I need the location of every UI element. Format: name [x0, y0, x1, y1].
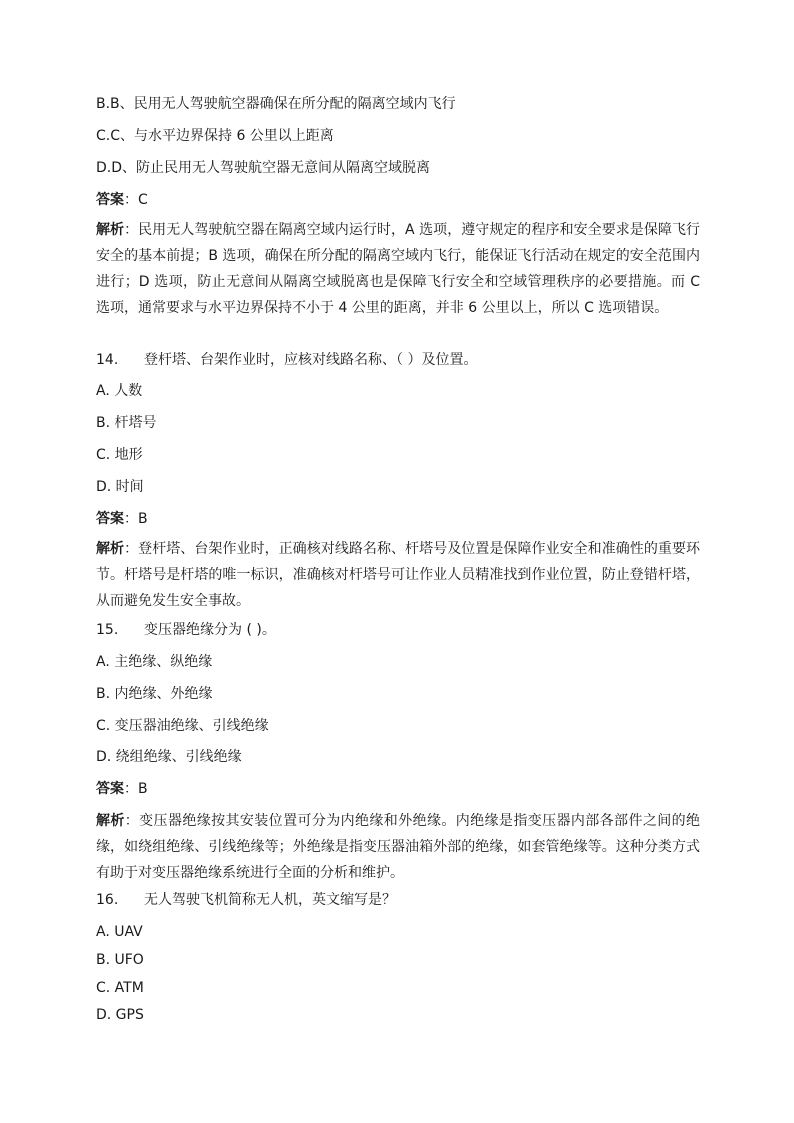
q14-option-b: B. 杆塔号: [96, 415, 157, 431]
answer-value: ：B: [124, 781, 148, 797]
q15-option-a: A. 主绝缘、纵绝缘: [96, 654, 213, 670]
analysis-text: ：民用无人驾驶航空器在隔离空域内运行时，A 选项，遵守规定的程序和安全要求是保障飞行安全的基本前提；B 选项，确保在所分配的隔离空域内飞行，能保证飞行活动在规定的安全范围内进行；D 选项，防止无意间从隔离空域脱离也是保障飞行安全和空域管理秩序的必要措施。而 C 选项，通常要求与水平边界保持不小于 4 公里的距离，并非 6 公里以上，所以 C 选项错误。: [96, 222, 700, 316]
question-text: 变压器绝缘分为 ( )。: [144, 622, 276, 638]
q14-analysis: [96, 536, 700, 614]
analysis-label: 解析: [96, 222, 125, 238]
analysis-prev: [96, 217, 700, 321]
answer-value: ：B: [124, 511, 148, 527]
q14-option-a: A. 人数: [96, 383, 143, 399]
question-number: 15.: [96, 622, 119, 638]
question-text: 登杆塔、台架作业时，应核对线路名称、（ ）及位置。: [144, 352, 478, 368]
q15-option-b: B. 内绝缘、外绝缘: [96, 686, 213, 702]
answer-label: 答案: [96, 192, 124, 208]
answer-label: 答案: [96, 511, 124, 527]
analysis-text: ：变压器绝缘按其安装位置可分为内绝缘和外绝缘。内绝缘是指变压器内部各部件之间的绝缘，如绕组绝缘、引线绝缘等；外绝缘是指变压器油箱外部的绝缘，如套管绝缘等。这种分类方式有助于对变压器绝缘系统进行全面的分析和维护。: [96, 813, 700, 881]
answer-value: ：C: [124, 192, 148, 208]
analysis-label: 解析: [96, 541, 125, 557]
q16-option-c: C. ATM: [96, 980, 144, 996]
q16-option-a: A. UAV: [96, 924, 143, 940]
answer-prev: [96, 190, 148, 210]
question-14-stem: [96, 350, 477, 370]
q16-option-d: D. GPS: [96, 1007, 144, 1023]
q15-option-d: D. 绕组绝缘、引线绝缘: [96, 749, 242, 765]
question-number: 16.: [96, 892, 119, 908]
question-text: 无人驾驶飞机简称无人机，英文缩写是？: [144, 892, 396, 908]
option-c-prev: C.C、与水平边界保持 6 公里以上距离: [96, 128, 334, 144]
q14-option-c: C. 地形: [96, 447, 143, 463]
q14-option-d: D. 时间: [96, 479, 144, 495]
q15-answer: [96, 779, 148, 799]
option-b-prev: B.B、民用无人驾驶航空器确保在所分配的隔离空域内飞行: [96, 96, 456, 112]
question-16-stem: [96, 890, 396, 910]
option-d-prev: D.D、防止民用无人驾驶航空器无意间从隔离空域脱离: [96, 160, 431, 176]
analysis-text: ：登杆塔、台架作业时，正确核对线路名称、杆塔号及位置是保障作业安全和准确性的重要环节。杆塔号是杆塔的唯一标识，准确核对杆塔号可让作业人员精准找到作业位置，防止登错杆塔，从而避免发生安全事故。: [96, 541, 701, 609]
analysis-label: 解析: [96, 813, 125, 829]
question-15-stem: [96, 620, 276, 640]
answer-label: 答案: [96, 781, 124, 797]
q14-answer: [96, 509, 148, 529]
q16-option-b: B. UFO: [96, 952, 144, 968]
question-number: 14.: [96, 352, 119, 368]
q15-analysis: [96, 808, 700, 886]
q15-option-c: C. 变压器油绝缘、引线绝缘: [96, 718, 269, 734]
